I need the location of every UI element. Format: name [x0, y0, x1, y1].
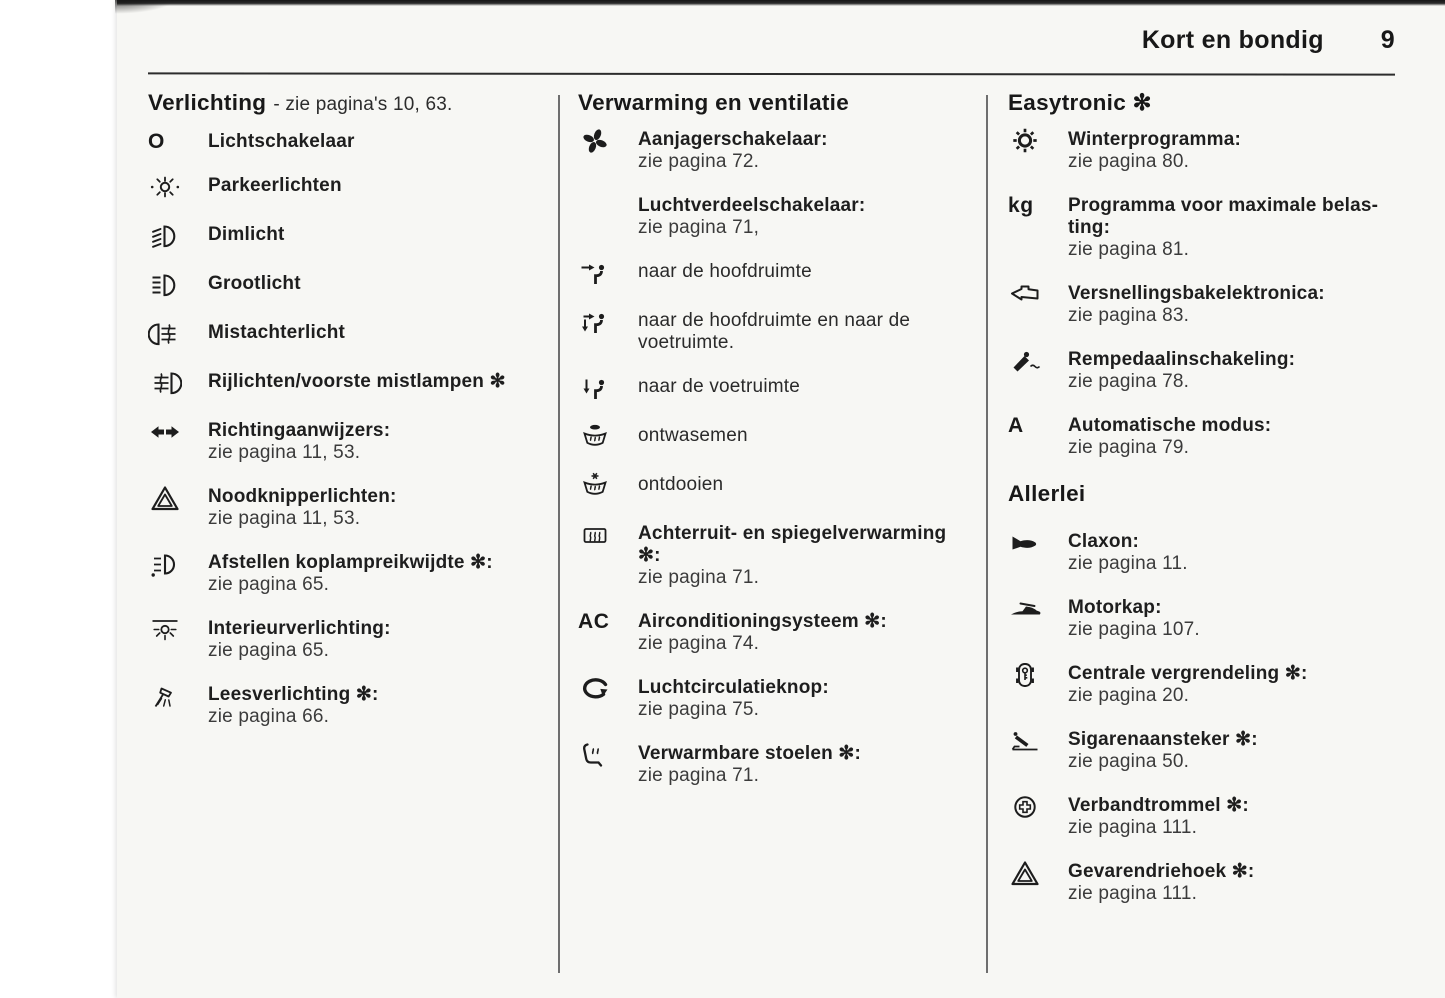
item-page-reference: zie pagina 75. — [638, 699, 760, 720]
item-label: Sigarenaansteker ✻: — [1068, 729, 1258, 750]
column-divider-1 — [558, 95, 560, 973]
no-icon — [578, 195, 638, 239]
reading-light-icon — [148, 684, 208, 728]
legend-item — [578, 425, 968, 452]
winter-program-icon — [1008, 129, 1068, 173]
legend-item — [148, 684, 543, 728]
item-text — [1068, 663, 1412, 707]
item-text — [1068, 861, 1412, 905]
section-title — [578, 90, 968, 116]
item-text — [208, 322, 543, 349]
section-title — [1008, 90, 1412, 116]
air-to-head-icon — [578, 261, 638, 288]
item-page-reference: zie pagina 79. — [1068, 437, 1190, 458]
item-text — [638, 611, 968, 655]
item-text — [208, 224, 543, 251]
legend-item — [578, 376, 968, 403]
item-text — [638, 677, 968, 721]
item-label: naar de voetruimte — [638, 376, 801, 397]
turn-signals-icon — [148, 420, 208, 464]
legend-item — [1008, 129, 1412, 173]
fan-icon — [578, 129, 638, 173]
defog-windshield-icon — [578, 425, 638, 452]
item-label: Luchtcirculatieknop: — [638, 677, 829, 698]
hazard-lights-icon — [148, 486, 208, 530]
item-text — [638, 425, 968, 452]
item-label: Verwarmbare stoelen ✻: — [638, 743, 862, 764]
item-page-reference: zie pagina 20. — [1068, 685, 1190, 706]
item-text — [638, 261, 968, 288]
section-title-text: Verlichting — [148, 90, 267, 115]
item-text — [1068, 283, 1412, 327]
item-text — [208, 175, 543, 202]
headlight-range-icon — [148, 552, 208, 596]
item-label: Dimlicht — [208, 224, 285, 245]
ac-icon — [578, 611, 638, 655]
auto-mode-icon — [1008, 415, 1068, 459]
item-label: ontwasemen — [638, 425, 748, 446]
item-page-reference: zie pagina 65. — [208, 640, 330, 661]
legend-item — [148, 273, 543, 300]
item-text — [1068, 195, 1412, 261]
item-label: Achterruit- en spiegelverwarming ✻: — [638, 523, 947, 566]
item-text — [638, 743, 968, 787]
item-page-reference: zie pagina 74. — [638, 633, 760, 654]
item-text — [1068, 349, 1412, 393]
item-page-reference: zie pagina 11. — [1068, 553, 1188, 574]
scan-corner-smudge — [115, 0, 177, 14]
item-text — [638, 195, 968, 239]
air-to-feet-icon — [578, 376, 638, 403]
column-divider-2 — [986, 95, 988, 973]
item-page-reference: zie pagina 111. — [1068, 817, 1198, 838]
legend-item — [148, 486, 543, 530]
interior-light-icon — [148, 618, 208, 662]
legend-item — [1008, 597, 1412, 641]
item-label: Grootlicht — [208, 273, 301, 294]
legend-item — [148, 552, 543, 596]
light-switch-icon: O — [148, 130, 165, 153]
manual-page — [117, 0, 1445, 998]
item-text — [638, 523, 968, 589]
page-top-edge — [117, 0, 1445, 6]
item-page-reference: zie pagina 65. — [208, 574, 330, 595]
legend-item — [578, 261, 968, 288]
item-label: ontdooien — [638, 474, 724, 495]
legend-item — [578, 523, 968, 589]
item-text — [208, 552, 543, 596]
item-label: Parkeerlichten — [208, 175, 342, 196]
item-page-reference: zie pagina 72. — [638, 151, 760, 172]
item-label: Programma voor maximale belasting: — [1068, 195, 1378, 238]
item-page-reference: zie pagina 80. — [1068, 151, 1190, 172]
cigarette-lighter-icon — [1008, 729, 1068, 773]
item-label: Verbandtrommel ✻: — [1068, 795, 1249, 816]
item-label: naar de hoofdruimte — [638, 261, 812, 282]
item-label: Interieurverlichting: — [208, 618, 391, 639]
item-text — [1068, 729, 1412, 773]
low-beam-icon — [148, 224, 208, 251]
item-text — [1068, 597, 1412, 641]
section-title-text: Easytronic ✻ — [1008, 90, 1152, 115]
item-page-reference: zie pagina 71, — [638, 217, 760, 238]
horn-icon — [1008, 531, 1068, 575]
section-title-text: Allerlei — [1008, 481, 1086, 506]
legend-item — [1008, 531, 1412, 575]
legend-item — [578, 677, 968, 721]
item-label: Lichtschakelaar — [208, 131, 355, 152]
hood-icon — [1008, 597, 1068, 641]
item-label: Automatische modus: — [1068, 415, 1272, 436]
legend-item — [1008, 195, 1412, 261]
item-text — [1068, 129, 1412, 173]
section-title-suffix: - zie pagina's 10, 63. — [273, 94, 453, 115]
air-to-head-and-feet-icon — [578, 310, 638, 354]
item-label: naar de hoofdruimte en naar de voetruimte. — [638, 310, 911, 353]
item-label: Afstellen koplampreikwijdte ✻: — [208, 552, 493, 573]
item-text — [638, 376, 968, 403]
brake-pedal-icon — [1008, 349, 1068, 393]
item-text — [208, 684, 543, 728]
rear-fog-light-icon — [148, 322, 208, 349]
item-text — [208, 131, 543, 153]
column-verlichting — [148, 90, 543, 750]
ac-icon: AC — [578, 610, 610, 633]
high-beam-icon — [148, 273, 208, 300]
legend-item — [148, 618, 543, 662]
defrost-windshield-icon — [578, 474, 638, 501]
gear-lever-icon — [1008, 283, 1068, 327]
legend-item — [578, 310, 968, 354]
item-text — [638, 310, 968, 354]
item-label: Airconditioningsysteem ✻: — [638, 611, 887, 632]
legend-item — [1008, 795, 1412, 839]
item-label: Versnellingsbakelektronica: — [1068, 283, 1325, 304]
page-header-title: Kort en bondig — [1141, 26, 1324, 54]
item-label: Mistachterlicht — [208, 322, 346, 343]
heated-seats-icon — [578, 743, 638, 787]
item-text — [208, 371, 543, 398]
item-page-reference: zie pagina 111. — [1068, 883, 1198, 904]
kg-icon — [1008, 195, 1068, 261]
column-easytronic-allerlei — [1008, 90, 1412, 927]
first-aid-kit-icon — [1008, 795, 1068, 839]
item-label: Richtingaanwijzers: — [208, 420, 391, 441]
item-page-reference: zie pagina 66. — [208, 706, 330, 727]
item-label: Aanjagerschakelaar: — [638, 129, 828, 150]
legend-item — [1008, 349, 1412, 393]
item-text — [208, 618, 543, 662]
item-page-reference: zie pagina 50. — [1068, 751, 1190, 772]
legend-item — [148, 371, 543, 398]
item-label: Noodknipperlichten: — [208, 486, 397, 507]
auto-mode-icon: A — [1008, 414, 1024, 437]
item-text — [208, 273, 543, 300]
item-page-reference: zie pagina 81. — [1068, 239, 1190, 260]
item-label: Rempedaalinschakeling: — [1068, 349, 1296, 370]
rear-window-heating-icon — [578, 523, 638, 589]
central-locking-icon — [1008, 663, 1068, 707]
legend-item — [1008, 415, 1412, 459]
item-text — [638, 129, 968, 173]
item-page-reference: zie pagina 71. — [638, 567, 760, 588]
legend-item — [578, 611, 968, 655]
kg-icon: kg — [1008, 194, 1034, 217]
item-page-reference: zie pagina 11, 53. — [208, 508, 361, 529]
legend-item — [1008, 663, 1412, 707]
legend-item — [1008, 729, 1412, 773]
legend-item — [578, 129, 968, 173]
item-text — [1068, 415, 1412, 459]
item-page-reference: zie pagina 78. — [1068, 371, 1190, 392]
legend-item — [148, 322, 543, 349]
legend-item — [148, 224, 543, 251]
item-page-reference: zie pagina 83. — [1068, 305, 1190, 326]
item-label: Luchtverdeelschakelaar: — [638, 195, 866, 216]
page-header — [1142, 26, 1395, 55]
legend-item — [578, 195, 968, 239]
item-label: Rijlichten/voorste mistlampen ✻ — [208, 371, 506, 392]
page-number: 9 — [1380, 26, 1395, 54]
item-text — [638, 474, 968, 501]
column-verwarming-en-ventilatie — [578, 90, 968, 809]
item-text — [208, 486, 543, 530]
legend-item — [1008, 861, 1412, 905]
legend-item — [1008, 283, 1412, 327]
section-title — [148, 90, 543, 118]
section-title — [1008, 481, 1412, 507]
legend-item — [148, 131, 543, 153]
item-page-reference: zie pagina 11, 53. — [208, 442, 361, 463]
legend-item — [148, 420, 543, 464]
item-text — [1068, 795, 1412, 839]
section-title-text: Verwarming en ventilatie — [578, 90, 850, 115]
warning-triangle-icon — [1008, 861, 1068, 905]
header-rule — [148, 72, 1395, 76]
item-label: Centrale vergrendeling ✻: — [1068, 663, 1308, 684]
legend-item — [148, 175, 543, 202]
air-recirculation-icon — [578, 677, 638, 721]
legend-item — [578, 474, 968, 501]
item-text — [208, 420, 543, 464]
item-label: Winterprogramma: — [1068, 129, 1241, 150]
parking-lights-icon — [148, 175, 208, 202]
item-label: Claxon: — [1068, 531, 1140, 552]
front-fog-lights-icon — [148, 371, 208, 398]
item-page-reference: zie pagina 71. — [638, 765, 760, 786]
item-label: Motorkap: — [1068, 597, 1162, 618]
legend-item — [578, 743, 968, 787]
item-label: Gevarendriehoek ✻: — [1068, 861, 1255, 882]
item-page-reference: zie pagina 107. — [1068, 619, 1200, 640]
item-label: Leesverlichting ✻: — [208, 684, 379, 705]
light-switch-icon — [148, 131, 208, 153]
item-text — [1068, 531, 1412, 575]
